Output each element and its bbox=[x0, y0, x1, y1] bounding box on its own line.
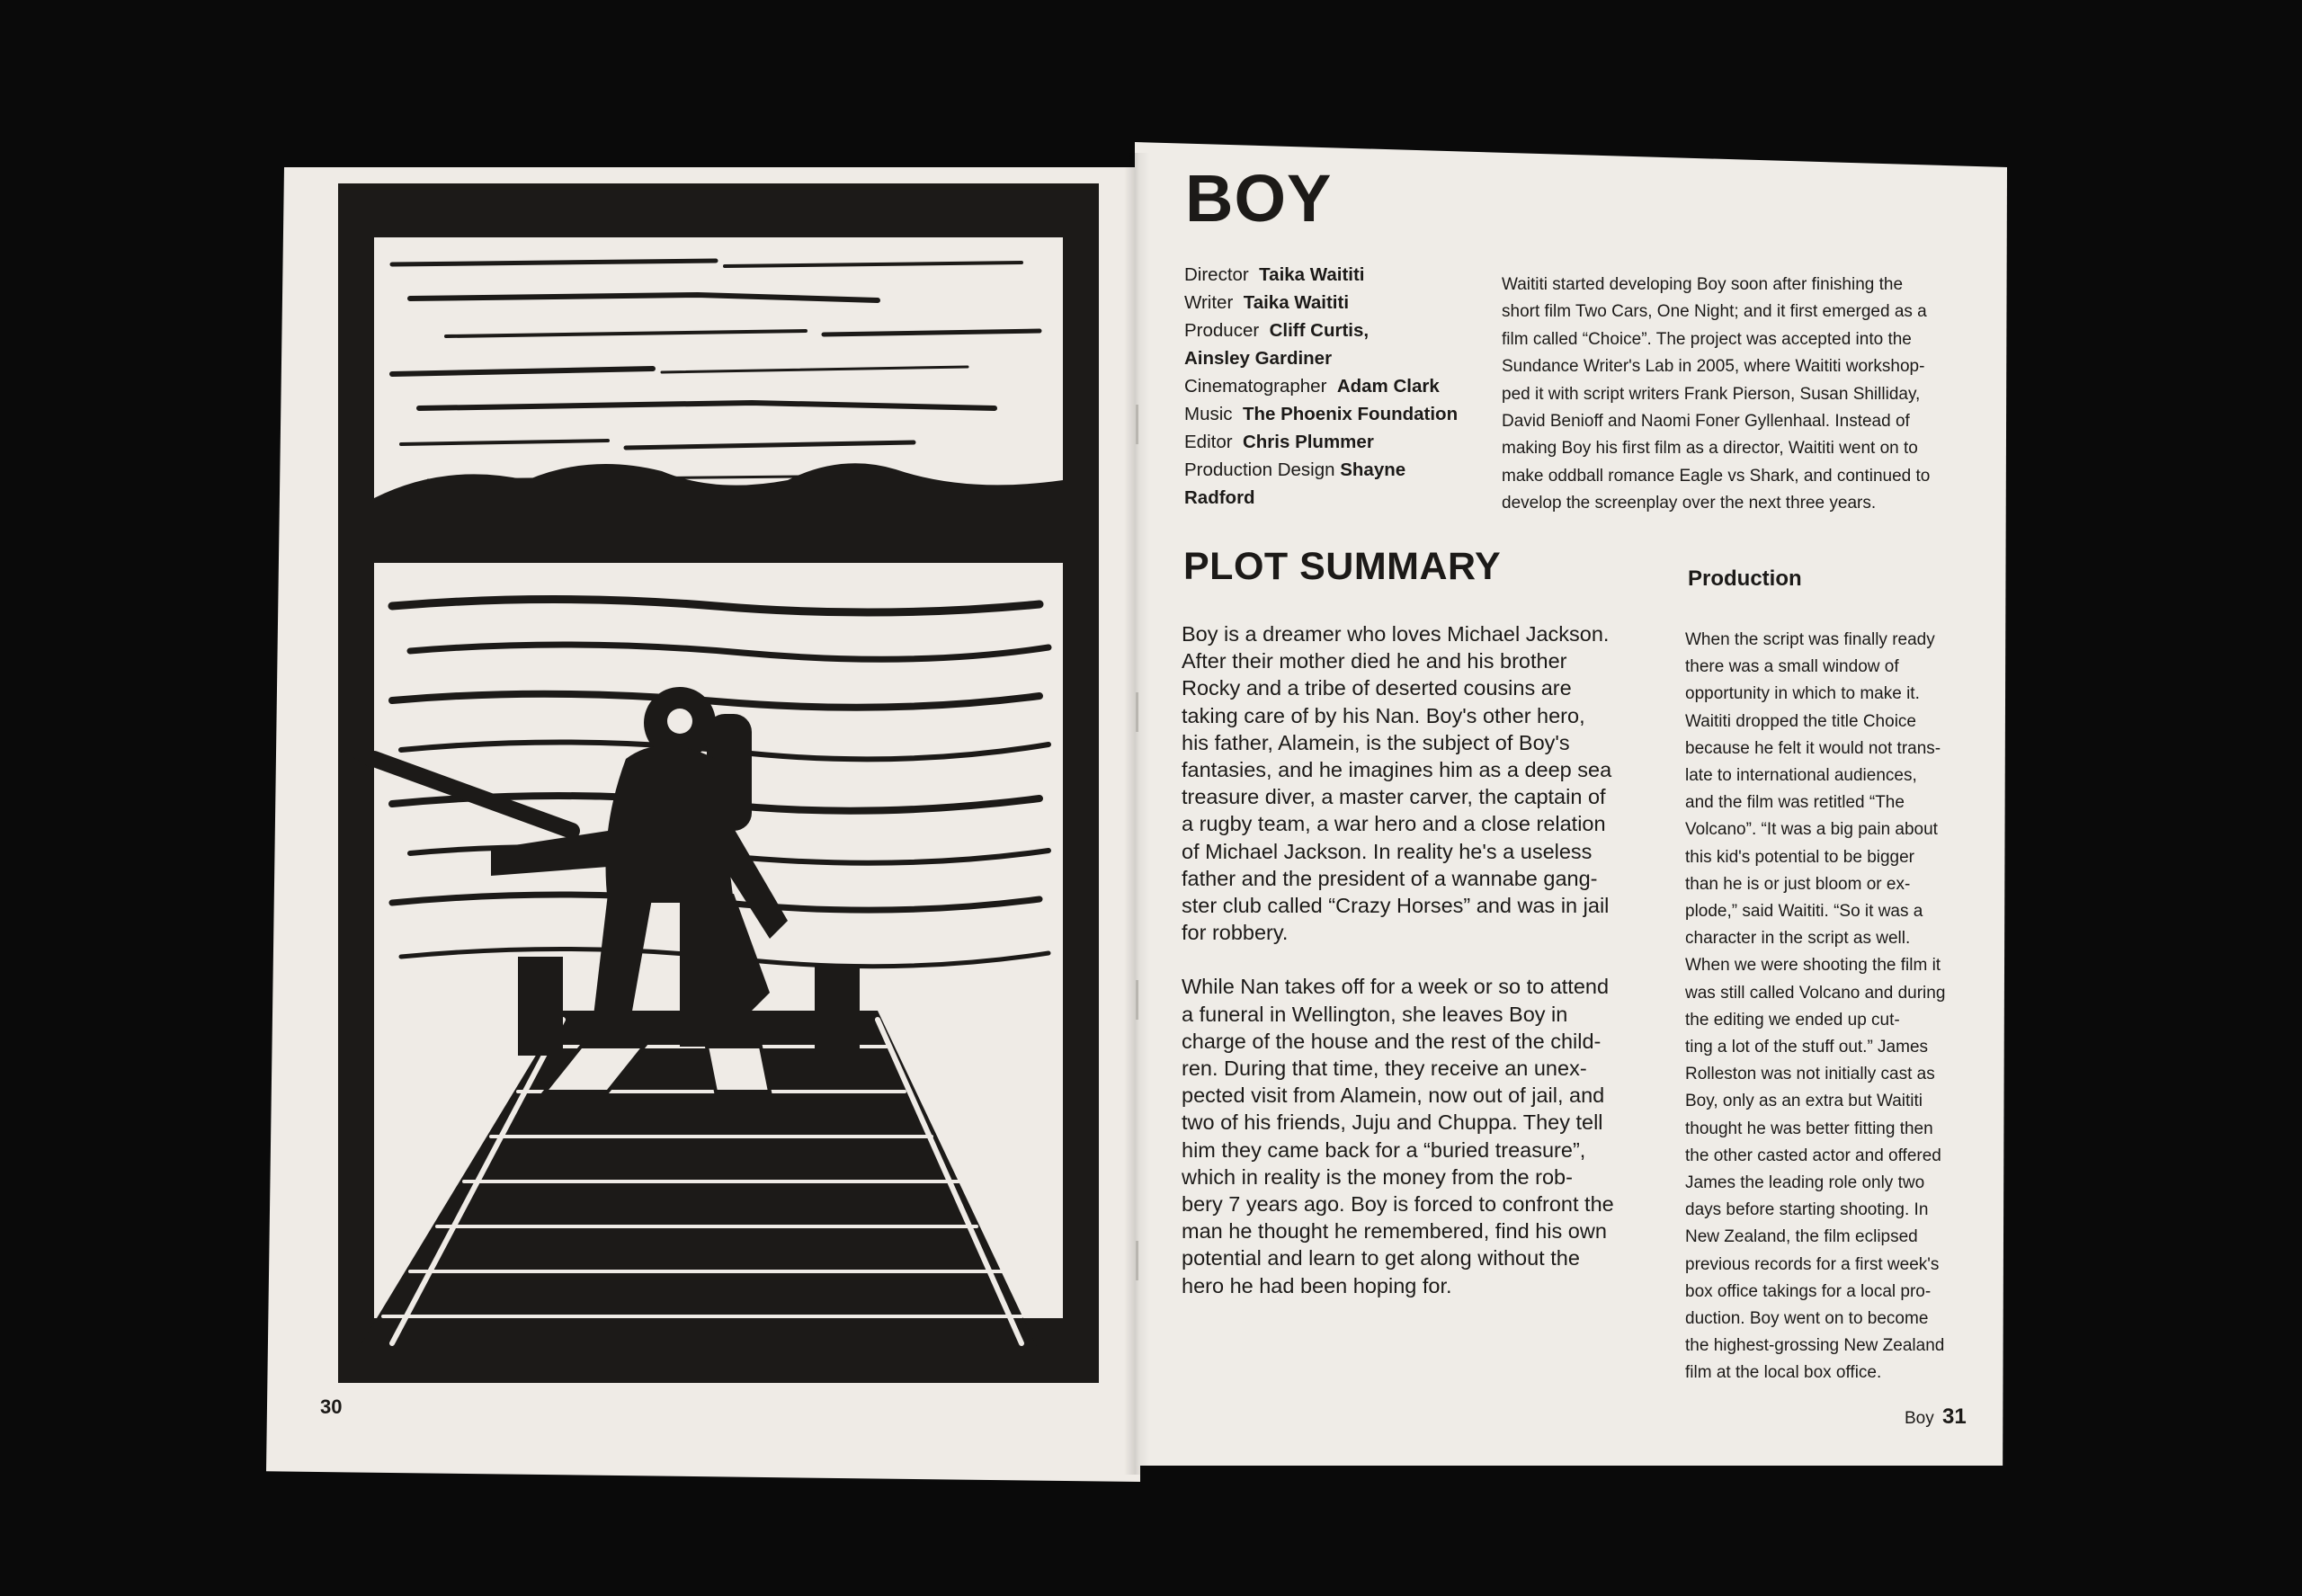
plot-paragraph: While Nan takes off for a week or so to attend a funeral in Wellington, she leaves Boy in charge of the house and the rest of the child- ren. During that time, they receive an unex- pected visit from Alamein, now out of jail, and two of his friends, Juju and Chuppa. They tell him they came back for a “buried treasure”, which in reality is the money from the rob- bery 7 years ago. Boy is forced to confront the man he thought he remembered, find his own potential and learn to get along without the hero he had been hoping for. bbox=[1182, 975, 1614, 1297]
page-footer-right bbox=[1905, 1404, 1967, 1430]
credit-row: Production Design Shayne bbox=[1184, 459, 1406, 480]
staple bbox=[1136, 980, 1138, 1020]
production-text: When the script was finally ready there was a small window of opportunity in which to make it. Waititi dropped the title Choice because he felt it would not trans- late to international audiences, and the film was retitled “The Volcano”. “It was a big pain about this kid's potential to be bigger than he is or just bloom or ex- plode,” said Waititi. “So it was a character in the script as well. When we were shooting the film it was still called Volcano and during the editing we ended up cut- ting a lot of the stuff out.” James Rolleston was not initially cast as Boy, only as an extra but Waititi thought he was better fitting then the other casted actor and offered James the leading role only two days before starting shooting. In New Zealand, the film eclipsed previous records for a first week's box office takings for a local pro- duction. Boy went on to become the highest-grossing New Zealand film at the local box office. bbox=[1685, 630, 1946, 1383]
page-title: BOY bbox=[1185, 161, 1333, 236]
linocut-illustration bbox=[338, 183, 1099, 1383]
credit-row: Radford bbox=[1184, 487, 1255, 508]
plot-paragraph: Boy is a dreamer who loves Michael Jackson. After their mother died he and his brother Rocky and a tribe of deserted cousins are taking care of by his Nan. Boy's other hero, his father, Alamein, is the subject of Boy's fantasies, and he imagines him as a deep sea treasure diver, a master carver, the captain of a rugby team, a war hero and a close relation of Michael Jackson. In reality he's a useless father and the president of a wannabe gang- ster club called “Crazy Horses” and was in jail for robbery. bbox=[1182, 622, 1612, 945]
intro-paragraph: Waititi started developing Boy soon after finishing the short film Two Cars, One Night; and it first emerged as a film called “Choice”. The project was accepted into the Sundance Writer's Lab in 2005, where Waititi workshop- ped it with script writers Frank Pierson, Susan Shilliday, David Benioff and Naomi Foner Gyllenhaal. Instead of making Boy his first film as a director, Waititi went on to make oddball romance Eagle vs Shark, and continued to develop the screenplay over the next three years. bbox=[1502, 275, 1931, 513]
credit-row: Cinematographer Adam Clark bbox=[1184, 376, 1440, 397]
credit-row: Writer Taika Waititi bbox=[1184, 292, 1350, 313]
diver-on-pier-illustration bbox=[338, 183, 1099, 1383]
page-number-left: 30 bbox=[320, 1395, 343, 1418]
credit-row: Producer Cliff Curtis, bbox=[1184, 320, 1370, 341]
credit-row: Editor Chris Plummer bbox=[1184, 432, 1374, 452]
staple bbox=[1136, 692, 1138, 732]
film-credits bbox=[1184, 261, 1490, 512]
credit-row: Ainsley Gardiner bbox=[1184, 348, 1333, 369]
production-heading: Production bbox=[1688, 566, 1802, 591]
staple bbox=[1136, 405, 1138, 444]
plot-summary-text bbox=[1182, 620, 1674, 1326]
staple bbox=[1136, 1241, 1138, 1280]
footer-label: Boy bbox=[1905, 1409, 1934, 1428]
credit-row: Director Taika Waititi bbox=[1184, 264, 1365, 285]
credit-row: Music The Phoenix Foundation bbox=[1184, 404, 1459, 424]
page-number-right: 31 bbox=[1942, 1404, 1967, 1429]
plot-summary-heading: PLOT SUMMARY bbox=[1183, 545, 1502, 588]
